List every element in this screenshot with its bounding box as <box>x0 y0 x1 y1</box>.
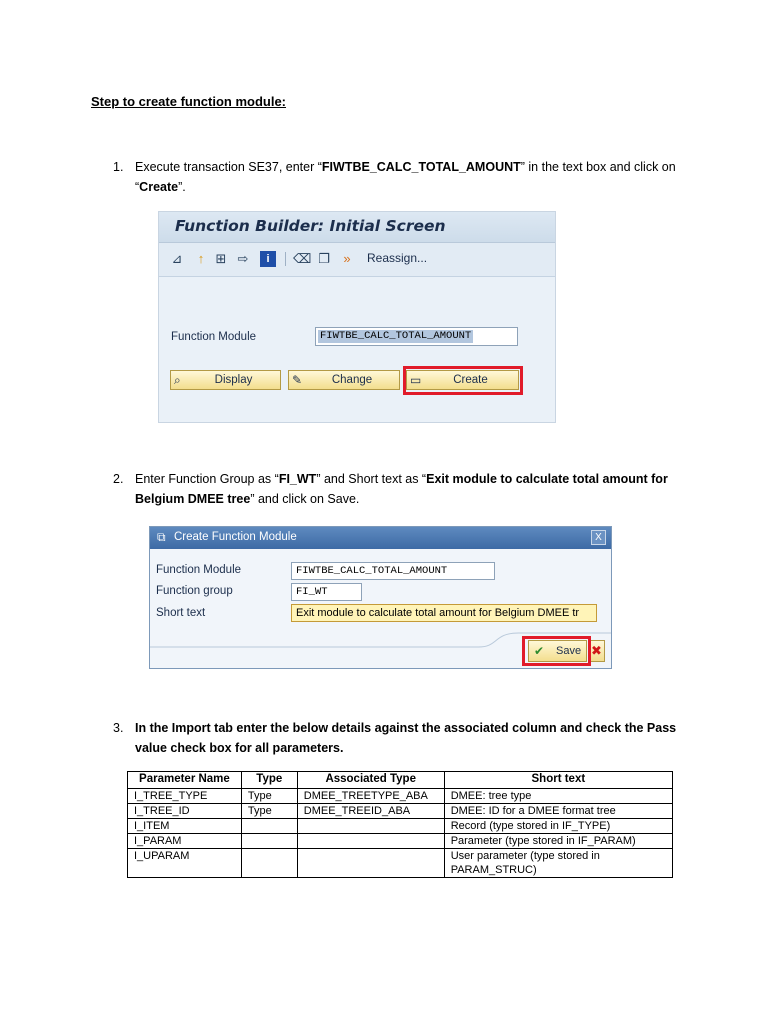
table-cell: I_UPARAM <box>128 849 242 878</box>
step-text: In the Import tab enter the below details against the associated column and check the Pass <box>135 721 677 735</box>
column-header: Parameter Name <box>128 772 242 789</box>
close-icon[interactable]: X <box>591 530 606 545</box>
display-button-label: Display <box>214 374 253 386</box>
create-highlight-box <box>403 366 523 395</box>
function-module-label: Function Module <box>156 564 242 576</box>
table-cell: User parameter (type stored in PARAM_STRUC) <box>444 849 672 878</box>
reassign-button[interactable]: Reassign... <box>367 251 428 265</box>
dialog-titlebar <box>150 527 611 549</box>
step-emphasis: Create <box>139 180 179 194</box>
change-button-label: Change <box>331 374 373 386</box>
table-row <box>128 834 673 849</box>
function-module-label: Function Module <box>171 331 257 343</box>
document-title: Step to create function module: <box>91 94 287 109</box>
step-number: 3. <box>113 721 124 735</box>
display-button[interactable] <box>170 370 281 390</box>
table-row <box>128 804 673 819</box>
step-text: ” and Short text as “ <box>316 472 427 486</box>
step-text: ” and click on Save. <box>250 492 360 506</box>
step-text: ” in the text box and click on <box>520 160 676 174</box>
table-cell <box>241 819 297 834</box>
table-cell: I_TREE_ID <box>128 804 242 819</box>
table-row <box>128 789 673 804</box>
copy-icon[interactable]: ❐ <box>318 251 330 266</box>
function-group-input[interactable]: FI_WT <box>291 583 362 601</box>
step-emphasis: Belgium DMEE tree <box>135 492 251 506</box>
step-2 <box>113 469 683 509</box>
change-button[interactable] <box>288 370 400 390</box>
table-cell: DMEE_TREEID_ABA <box>297 804 444 819</box>
column-header: Associated Type <box>297 772 444 789</box>
step-emphasis: Exit module to calculate total amount for <box>426 472 668 486</box>
short-text-label: Short text <box>156 607 206 619</box>
column-header: Type <box>241 772 297 789</box>
column-header: Short text <box>444 772 672 789</box>
save-highlight-box <box>522 636 591 666</box>
step-emphasis: FIWTBE_CALC_TOTAL_AMOUNT <box>321 160 521 174</box>
create-function-module-dialog <box>149 526 612 669</box>
rename-icon[interactable]: » <box>343 251 351 266</box>
table-cell: Parameter (type stored in IF_PARAM) <box>444 834 672 849</box>
table-cell: DMEE: ID for a DMEE format tree <box>444 804 672 819</box>
import-parameters-table <box>127 771 673 878</box>
dialog-title: Create Function Module <box>174 531 297 543</box>
step-3 <box>113 718 683 758</box>
function-module-input[interactable] <box>315 327 518 346</box>
function-module-value: FIWTBE_CALC_TOTAL_AMOUNT <box>320 330 472 342</box>
step-text: Execute transaction SE37, enter “ <box>135 160 322 174</box>
checkmark-icon: ✔ <box>534 644 545 658</box>
step-number: 2. <box>113 472 124 486</box>
step-number: 1. <box>113 160 124 174</box>
table-cell <box>297 834 444 849</box>
table-cell <box>297 849 444 878</box>
function-builder-screenshot <box>158 211 556 423</box>
step-1 <box>113 157 683 197</box>
test-icon[interactable]: ↑ <box>197 251 205 266</box>
table-cell <box>241 834 297 849</box>
dialog-icon: ⧉ <box>157 530 166 544</box>
step-text: Enter Function Group as “ <box>135 472 279 486</box>
application-toolbar <box>159 243 555 277</box>
step-text: value check box for all parameters. <box>135 741 344 755</box>
function-module-input[interactable]: FIWTBE_CALC_TOTAL_AMOUNT <box>291 562 495 580</box>
navigate-icon[interactable]: ⇨ <box>237 251 249 266</box>
step-text: “ <box>135 180 140 194</box>
cancel-icon[interactable]: ✖ <box>588 640 605 662</box>
table-cell: Type <box>241 804 297 819</box>
function-group-label: Function group <box>156 585 233 597</box>
new-document-icon: ▭ <box>410 373 422 387</box>
table-cell: Type <box>241 789 297 804</box>
step-text: ”. <box>178 180 186 194</box>
glasses-icon: ⌕ <box>174 373 181 387</box>
table-cell: I_PARAM <box>128 834 242 849</box>
where-used-icon[interactable]: ⊞ <box>215 251 227 266</box>
other-object-icon[interactable]: ⊿ <box>171 251 183 266</box>
table-cell <box>241 849 297 878</box>
table-row <box>128 819 673 834</box>
info-icon[interactable]: i <box>260 251 276 267</box>
screen-title: Function Builder: Initial Screen <box>175 217 446 235</box>
table-cell: DMEE_TREETYPE_ABA <box>297 789 444 804</box>
delete-icon[interactable]: ⌫ <box>293 251 312 266</box>
table-cell: I_ITEM <box>128 819 242 834</box>
table-header-row <box>128 772 673 789</box>
table-cell: I_TREE_TYPE <box>128 789 242 804</box>
pencil-icon: ✎ <box>292 373 303 387</box>
table-cell: Record (type stored in IF_TYPE) <box>444 819 672 834</box>
table-cell: DMEE: tree type <box>444 789 672 804</box>
save-button-label: Save <box>556 645 582 657</box>
create-button-label: Create <box>453 374 488 386</box>
step-emphasis: FI_WT <box>278 472 317 486</box>
short-text-input[interactable]: Exit module to calculate total amount for Belgium DMEE tr <box>291 604 597 622</box>
table-row <box>128 849 673 878</box>
table-cell <box>297 819 444 834</box>
toolbar-separator <box>285 252 286 266</box>
